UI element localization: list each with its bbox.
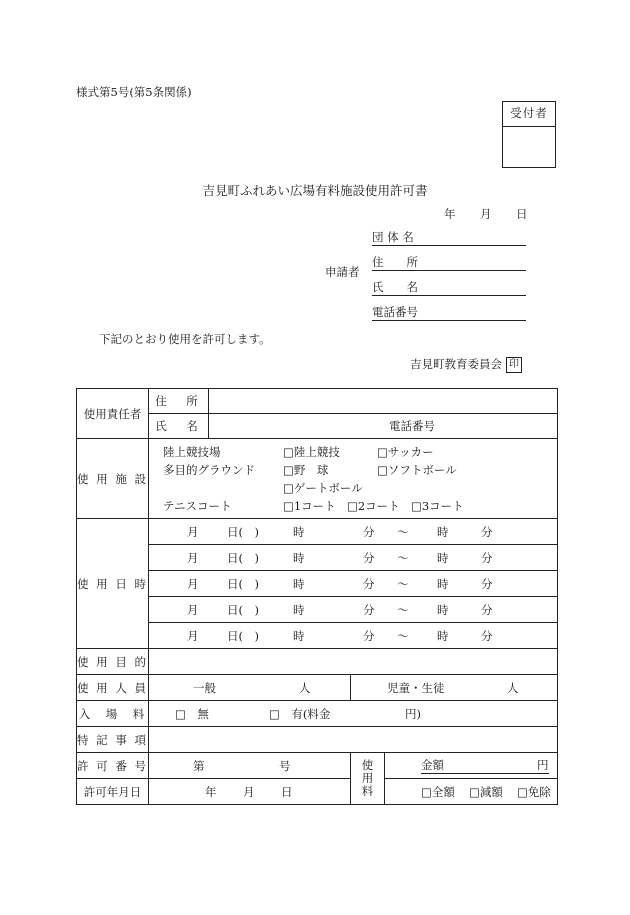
group-name-field[interactable]: 団 体 名 xyxy=(372,229,526,246)
time-tilde: ～ xyxy=(397,576,409,591)
time-month: 月 xyxy=(187,628,199,643)
time-hour2: 時 xyxy=(437,576,449,591)
time-day: 日( ) xyxy=(227,602,259,617)
time-minute: 分 xyxy=(363,628,375,643)
time-hour2: 時 xyxy=(437,628,449,643)
time-day: 日( ) xyxy=(227,550,259,565)
name-field[interactable]: 氏 名 xyxy=(372,279,526,296)
purpose-input[interactable] xyxy=(149,649,558,675)
fee-reduced[interactable]: □減額 xyxy=(469,784,503,799)
fee-full[interactable]: □全額 xyxy=(421,784,455,799)
time-minute2: 分 xyxy=(481,602,493,617)
children-label: 児童・生徒 xyxy=(387,680,445,695)
opt-court2[interactable]: □2コート xyxy=(347,498,400,513)
date-month: 月 xyxy=(480,207,492,221)
time-tilde: ～ xyxy=(397,524,409,539)
people-label: 使 用 人 員 xyxy=(77,675,149,701)
time-hour: 時 xyxy=(293,602,305,617)
opt-athletics[interactable]: □陸上競技 xyxy=(283,444,340,459)
phone-cell[interactable] xyxy=(209,414,558,439)
facility-multipurpose: 多目的グラウンド xyxy=(163,462,255,477)
reception-box xyxy=(502,101,556,168)
opt-baseball[interactable]: □野 球 xyxy=(283,462,329,477)
fee-yen: 円) xyxy=(405,706,421,721)
opt-softball[interactable]: □ソフトボール xyxy=(377,462,457,477)
opt-soccer[interactable]: □サッカー xyxy=(377,444,434,459)
time-hour2: 時 xyxy=(437,524,449,539)
facility-athletics: 陸上競技場 xyxy=(163,444,221,459)
amount-cell[interactable] xyxy=(385,753,558,779)
time-tilde: ～ xyxy=(397,628,409,643)
time-day: 日( ) xyxy=(227,524,259,539)
opt-court3[interactable]: □3コート xyxy=(411,498,464,513)
amount-field[interactable] xyxy=(421,757,549,774)
time-month: 月 xyxy=(187,602,199,617)
address-label: 住 所 xyxy=(149,389,209,414)
form-id: 様式第5号(第5条関係) xyxy=(76,85,192,99)
fee-none[interactable]: □ 無 xyxy=(175,706,209,721)
datetime-label: 使 用 日 時 xyxy=(77,519,149,649)
reception-label: 受付者 xyxy=(503,102,555,127)
general-label: 一般 xyxy=(193,680,216,695)
time-hour: 時 xyxy=(293,576,305,591)
phone-field[interactable]: 電話番号 xyxy=(372,304,526,321)
time-minute2: 分 xyxy=(481,550,493,565)
time-minute2: 分 xyxy=(481,524,493,539)
time-row[interactable] xyxy=(149,623,558,649)
time-month: 月 xyxy=(187,550,199,565)
address-input[interactable] xyxy=(209,389,558,414)
time-hour2: 時 xyxy=(437,550,449,565)
responsible-label: 使用責任者 xyxy=(77,389,149,439)
name-label: 氏 名 xyxy=(149,414,209,439)
time-hour2: 時 xyxy=(437,602,449,617)
permit-table xyxy=(76,388,558,805)
notes-input[interactable] xyxy=(149,727,558,753)
children-unit: 人 xyxy=(507,680,519,695)
committee xyxy=(410,356,522,373)
time-minute: 分 xyxy=(363,602,375,617)
time-hour: 時 xyxy=(293,628,305,643)
time-day: 日( ) xyxy=(227,576,259,591)
permit-day: 日 xyxy=(281,784,293,799)
time-row[interactable] xyxy=(149,597,558,623)
time-hour: 時 xyxy=(293,550,305,565)
opt-court1[interactable]: □1コート xyxy=(283,498,336,513)
time-month: 月 xyxy=(187,524,199,539)
time-hour: 時 xyxy=(293,524,305,539)
amount-label: 金額 xyxy=(421,758,444,772)
applicant-label: 申請者 xyxy=(325,265,360,279)
document-title: 吉見町ふれあい広場有料施設使用許可書 xyxy=(202,183,428,198)
permit-date-cell[interactable] xyxy=(149,779,351,805)
permit-date-label: 許可年月日 xyxy=(77,779,149,805)
notes-label: 特 記 事 項 xyxy=(77,727,149,753)
time-month: 月 xyxy=(187,576,199,591)
permit-no-dai: 第 xyxy=(193,758,205,773)
permit-no-go: 号 xyxy=(279,758,291,773)
time-minute: 分 xyxy=(363,550,375,565)
time-row[interactable] xyxy=(149,571,558,597)
people-general[interactable] xyxy=(149,675,351,701)
fee-label: 入 場 料 xyxy=(77,701,149,727)
time-minute: 分 xyxy=(363,524,375,539)
people-children[interactable] xyxy=(351,675,558,701)
time-minute: 分 xyxy=(363,576,375,591)
date-day: 日 xyxy=(516,207,528,221)
time-row[interactable] xyxy=(149,519,558,545)
permit-month: 月 xyxy=(243,784,255,799)
purpose-label: 使 用 目 的 xyxy=(77,649,149,675)
date-year: 年 xyxy=(444,207,456,221)
opt-gateball[interactable]: □ゲートボール xyxy=(283,480,363,495)
committee-name: 吉見町教育委員会 xyxy=(410,357,502,371)
facility-options xyxy=(149,439,558,519)
permit-no-label: 許 可 番 号 xyxy=(77,753,149,779)
seal-mark: 印 xyxy=(506,357,522,373)
usage-fee-label: 使 用 料 xyxy=(351,753,385,805)
phone-label: 電話番号 xyxy=(389,419,435,433)
permit-statement: 下記のとおり使用を許可します。 xyxy=(99,332,271,346)
fee-yes[interactable]: □ 有(料金 xyxy=(269,706,331,721)
time-tilde: ～ xyxy=(397,602,409,617)
fee-type-cell xyxy=(385,779,558,805)
amount-yen: 円 xyxy=(537,758,549,772)
permit-year: 年 xyxy=(205,784,217,799)
address-field[interactable]: 住 所 xyxy=(372,254,526,271)
time-minute2: 分 xyxy=(481,576,493,591)
general-unit: 人 xyxy=(299,680,311,695)
time-row[interactable] xyxy=(149,545,558,571)
facility-tennis: テニスコート xyxy=(163,498,232,513)
time-tilde: ～ xyxy=(397,550,409,565)
permit-no-cell[interactable] xyxy=(149,753,351,779)
facility-label: 使 用 施 設 xyxy=(77,439,149,519)
time-day: 日( ) xyxy=(227,628,259,643)
fee-options xyxy=(149,701,558,727)
time-minute2: 分 xyxy=(481,628,493,643)
fee-exempt[interactable]: □免除 xyxy=(517,784,551,799)
